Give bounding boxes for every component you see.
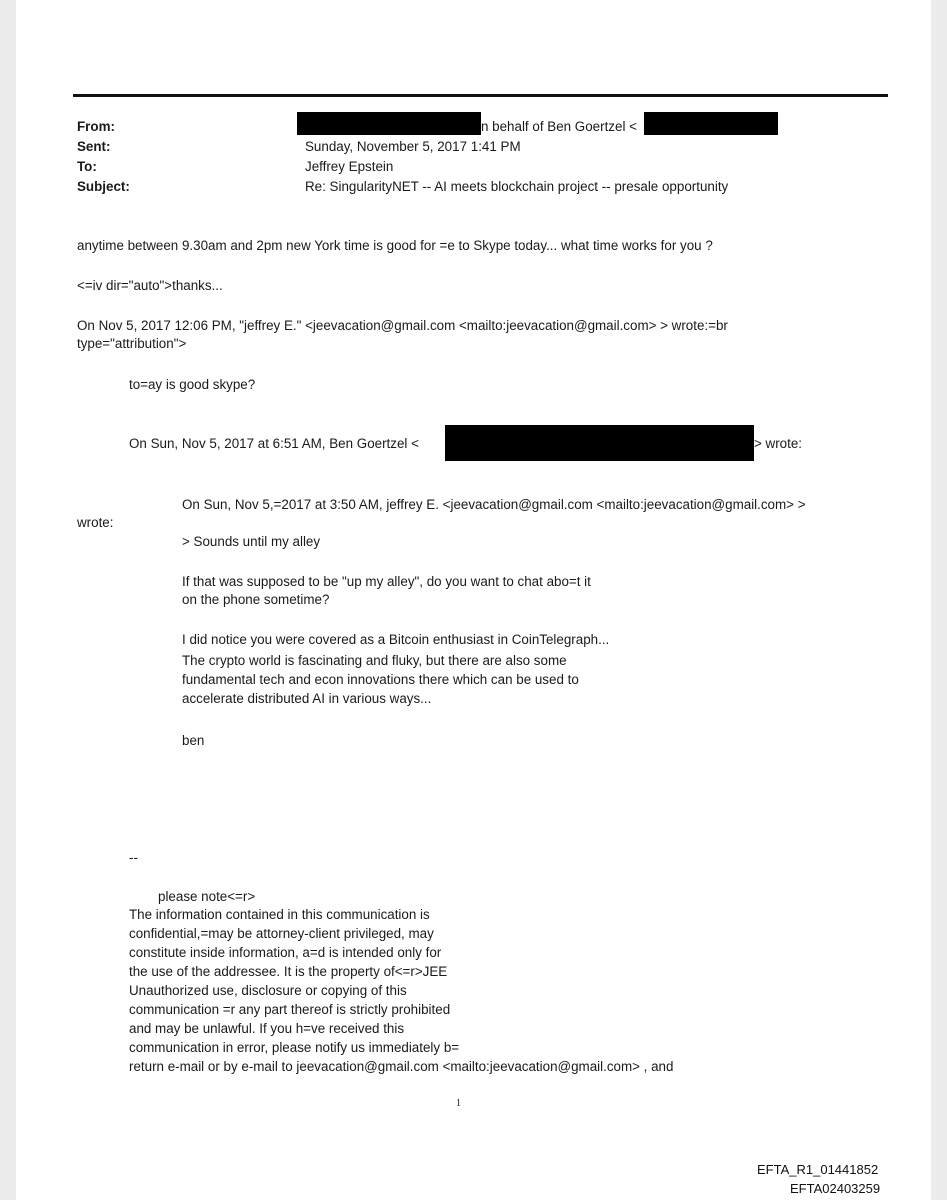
quoted-line: I did notice you were covered as a Bitcoin enthusiast in CoinTelegraph...	[182, 632, 610, 647]
header-rule	[73, 94, 888, 97]
disclaimer-heading: please note<=r>	[158, 889, 256, 904]
body-line: <=iv dir="auto">thanks...	[77, 278, 223, 293]
sent-value: Sunday, November 5, 2017 1:41 PM	[305, 139, 521, 154]
attribution-line: wrote:	[77, 515, 114, 530]
disclaimer-line: communication in error, please notify us immediately b=	[129, 1040, 460, 1055]
disclaimer-line: communication =r any part thereof is strictly prohibited	[129, 1002, 451, 1017]
quoted-line: to=ay is good skype?	[129, 377, 256, 392]
subject-value: Re: SingularityNET -- AI meets blockchain project -- presale opportunity	[305, 179, 729, 194]
redaction-box	[297, 112, 481, 135]
signature-separator: --	[129, 850, 138, 865]
attribution-line: type="attribution">	[77, 336, 187, 351]
bates-number: EFTA02403259	[790, 1181, 881, 1196]
attribution-line: On Sun, Nov 5, 2017 at 6:51 AM, Ben Goertzel <	[129, 436, 419, 451]
subject-label: Subject:	[77, 179, 130, 194]
to-value: Jeffrey Epstein	[305, 159, 394, 174]
from-value: n behalf of Ben Goertzel <	[481, 119, 637, 134]
attribution-line: > wrote:	[754, 436, 803, 451]
document-page	[16, 0, 931, 1200]
quoted-line: accelerate distributed AI in various ways...	[182, 691, 432, 706]
signature: ben	[182, 733, 205, 748]
disclaimer-line: constitute inside information, a=d is intended only for	[129, 945, 442, 960]
attribution-line: On Nov 5, 2017 12:06 PM, "jeffrey E." <jeevacation@gmail.com <mailto:jeevacation@gmail.com> > wrote:=br	[77, 318, 728, 333]
sent-label: Sent:	[77, 139, 111, 154]
page-number: 1	[456, 1098, 461, 1109]
quoted-line: If that was supposed to be "up my alley", do you want to chat abo=t it	[182, 574, 591, 589]
quoted-line: fundamental tech and econ innovations there which can be used to	[182, 672, 579, 687]
body-line: anytime between 9.30am and 2pm new York time is good for =e to Skype today... what time works for you ?	[77, 238, 713, 253]
disclaimer-line: Unauthorized use, disclosure or copying of this	[129, 983, 407, 998]
redaction-box	[445, 425, 754, 461]
disclaimer-line: the use of the addressee. It is the property of<=r>JEE	[129, 964, 448, 979]
to-label: To:	[77, 159, 97, 174]
quoted-line: > Sounds until my alley	[182, 534, 321, 549]
from-label: From:	[77, 119, 115, 134]
quoted-line: The crypto world is fascinating and fluky, but there are also some	[182, 653, 567, 668]
quoted-line: on the phone sometime?	[182, 592, 330, 607]
disclaimer-line: confidential,=may be attorney-client privileged, may	[129, 926, 434, 941]
disclaimer-line: The information contained in this communication is	[129, 907, 430, 922]
disclaimer-line: and may be unlawful. If you h=ve received this	[129, 1021, 405, 1036]
disclaimer-line: return e-mail or by e-mail to jeevacation@gmail.com <mailto:jeevacation@gmail.com> , and	[129, 1059, 674, 1074]
redaction-box	[644, 112, 778, 135]
attribution-line: On Sun, Nov 5,=2017 at 3:50 AM, jeffrey E. <jeevacation@gmail.com <mailto:jeevacation@gmail.com> >	[182, 497, 806, 512]
bates-number: EFTA_R1_01441852	[757, 1162, 879, 1177]
